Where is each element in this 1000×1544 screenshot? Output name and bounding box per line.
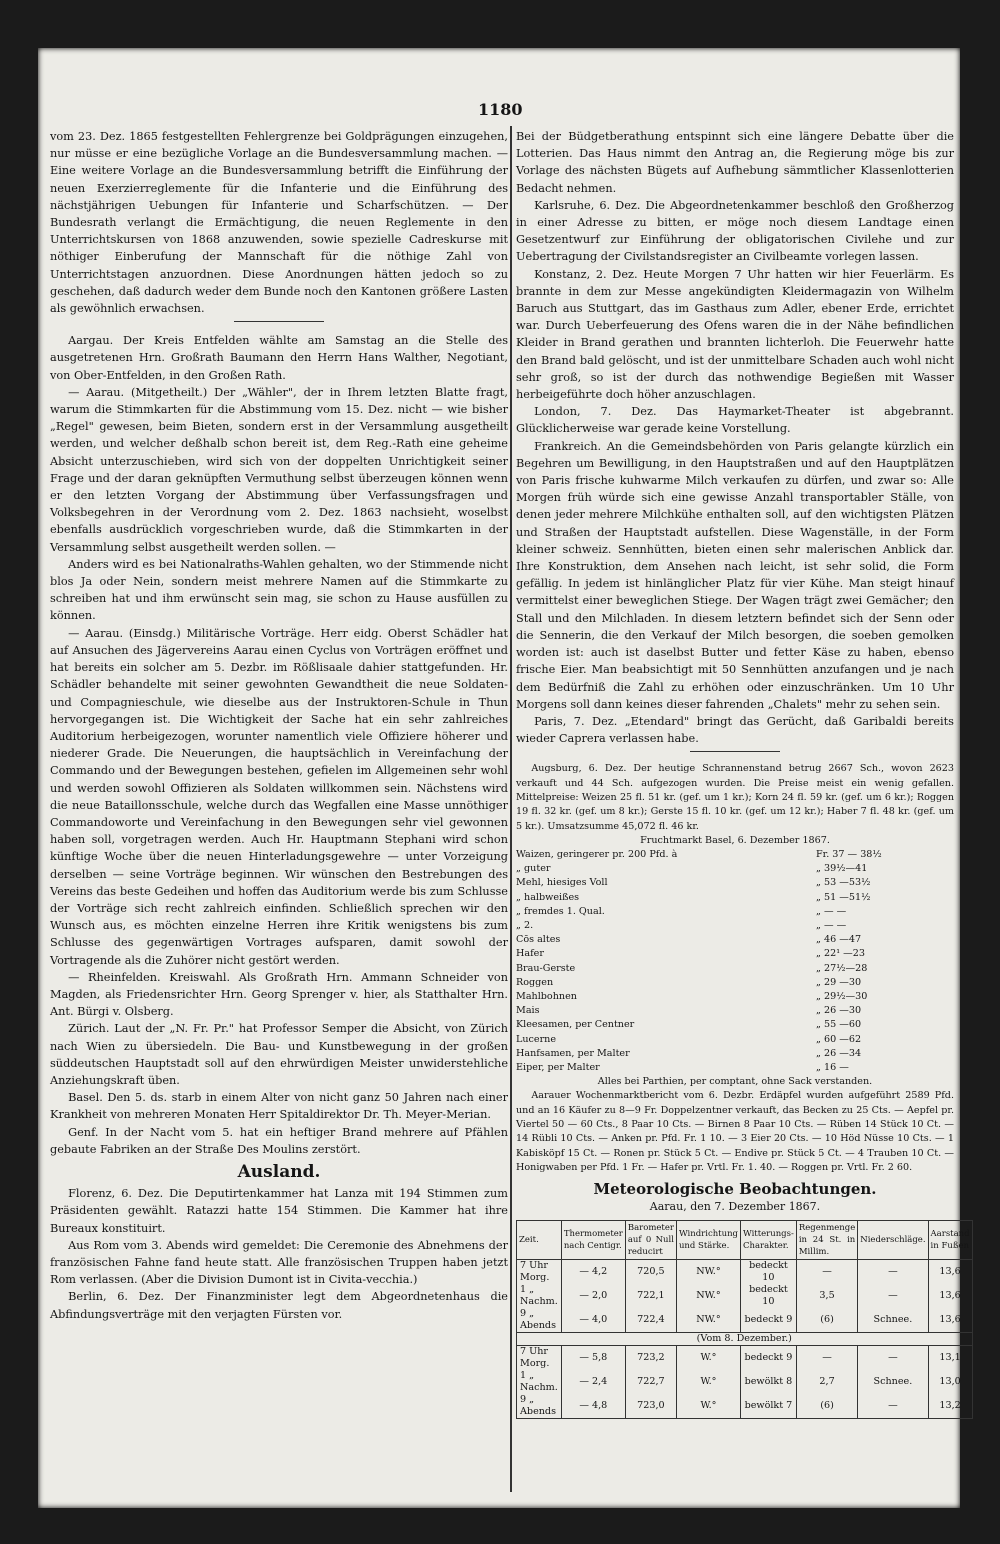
- market-row: [516, 1018, 954, 1032]
- weather-header-cell: Zeit.: [517, 1220, 562, 1259]
- market-row-label: „ halbweißes: [516, 891, 580, 903]
- article-florenz: Florenz, 6. Dez. Die Deputirtenkammer hat Lanza mit 194 Stimmen zum Präsidenten gewählt. Ratazzi hatte 154 Stimmen. Die Kammer hat ihre Bureaux konstituirt.: [50, 1187, 508, 1235]
- market-row-label: „ guter: [516, 863, 551, 875]
- weather-cell: 1 „ Nachm.: [517, 1370, 562, 1394]
- market-row: [516, 891, 954, 905]
- weather-cell: bedeckt 10: [740, 1284, 796, 1308]
- market-row: [516, 905, 954, 919]
- weather-header-cell: Thermometer nach Centigr.: [561, 1220, 625, 1259]
- weather-cell: 7 Uhr Morg.: [517, 1345, 562, 1370]
- market-row-label: Lucerne: [516, 1033, 557, 1045]
- article-rom: Aus Rom vom 3. Abends wird gemeldet: Die Ceremonie des Abnehmens der französischen Fahne fand heute statt. Alle französischen Truppen haben jetzt Rom verlassen. (Aber die Division Dumont ist in Civita-vecchia.): [50, 1238, 508, 1287]
- market-row-label: Hanfsamen, per Malter: [516, 1047, 630, 1059]
- weather-cell: 3,5: [796, 1284, 857, 1308]
- weather-cell: —: [796, 1345, 857, 1370]
- market-row: [516, 876, 954, 890]
- market-row-price: „ 60 —62: [816, 1033, 862, 1045]
- weather-cell: 722,4: [625, 1308, 676, 1333]
- market-row-price: „ — —: [816, 905, 847, 917]
- article-zuerich: Zürich. Laut der „N. Fr. Pr." hat Professor Semper die Absicht, von Zürich nach Wien zu übersiedeln. Die Bau- und Kunstbewegung in der großen süddeutschen Hauptstadt soll auf den ehrwürdigen Meister unwiderstehliche Anziehungskraft üben.: [50, 1022, 508, 1087]
- weather-cell: 9 „ Abends: [517, 1394, 562, 1419]
- weather-cell: 13,0: [928, 1370, 972, 1394]
- weather-cell: — 2,0: [561, 1284, 625, 1308]
- weather-title: Meteorologische Beobachtungen.: [593, 1180, 877, 1199]
- weather-cell: —: [858, 1284, 928, 1308]
- weather-cell: bedeckt 10: [740, 1259, 796, 1284]
- weather-cell: 13,6: [928, 1284, 972, 1308]
- weather-cell: bedeckt 9: [740, 1308, 796, 1333]
- heading-ausland: Ausland.: [237, 1161, 321, 1182]
- weather-cell: 13,6: [928, 1259, 972, 1284]
- weather-cell: — 4,8: [561, 1394, 625, 1419]
- weather-cell: bewölkt 8: [740, 1370, 796, 1394]
- market-row: [516, 990, 954, 1004]
- market-row-price: „ 53 —53½: [816, 877, 871, 889]
- market-row-price: „ 55 —60: [816, 1019, 862, 1031]
- article-berlin: Berlin, 6. Dez. Der Finanzminister legt dem Abgeordnetenhaus die Abfindungsverträge mit den verjagten Fürsten vor.: [50, 1290, 508, 1321]
- weather-header-cell: Witterungs-Charakter.: [740, 1220, 796, 1259]
- market-row-price: „ 22¹ —23: [816, 948, 865, 960]
- weather-header-cell: Regenmenge in 24 St. in Millim.: [796, 1220, 857, 1259]
- weather-cell: NW.°: [676, 1308, 740, 1333]
- market-row-price: „ 46 —47: [816, 934, 862, 946]
- weather-cell: (6): [796, 1394, 857, 1419]
- market-row-price: „ 29½—30: [816, 991, 868, 1003]
- market-row-price: „ 29 —30: [816, 976, 862, 988]
- weather-row: [517, 1308, 973, 1333]
- weather-body: [517, 1259, 973, 1418]
- weather-date-separator: [517, 1332, 973, 1345]
- weather-cell: 9 „ Abends: [517, 1308, 562, 1333]
- weather-cell: — 5,8: [561, 1345, 625, 1370]
- market-row-price: „ 26 —30: [816, 1005, 862, 1017]
- weather-cell: W.°: [676, 1394, 740, 1419]
- weather-cell: 13,1: [928, 1345, 972, 1370]
- article-aarau-mitgetheilt: — Aarau. (Mitgetheilt.) Der „Wähler", der in Ihrem letzten Blatte fragt, warum die Stimmkarten für die Abstimmung vom 15. Dez. nicht — wie bisher „Regel" gewesen, beim Bieten, sondern erst in der Versammlung ausgetheilt werden, und welcher deßhalb schon bereit ist, dem Reg.-Rath eine geheime Absicht unterzuschieben, wird sich von der doppelten Unrichtigkeit seiner Frage und der daran geknüpften Vermuthung selbst überzeugen können wenn er den letzten Vorgang der Abstimmung über Verfassungsfragen und Volksbegehren in der Verordnung vom 2. Dez. 1863 nachsieht, woselbst ebenfalls ausdrücklich vorgeschrieben wurde, daß die Stimmkarten in der Versammlung selbst ausgetheilt werden sollen. —: [50, 385, 508, 554]
- weather-row: [517, 1370, 973, 1394]
- weather-cell: bewölkt 7: [740, 1394, 796, 1419]
- weather-cell: — 2,4: [561, 1370, 625, 1394]
- market-row-label: Hafer: [516, 948, 544, 960]
- market-row-price: „ 26 —34: [816, 1047, 862, 1059]
- weather-row: [517, 1345, 973, 1370]
- weather-cell: 723,2: [625, 1345, 676, 1370]
- market-row-label: Eiper, per Malter: [516, 1062, 600, 1074]
- weather-cell: —: [796, 1259, 857, 1284]
- market-rows: [516, 848, 954, 1075]
- newspaper-page: [38, 48, 970, 1508]
- market-augsburg: Augsburg, 6. Dez. Der heutige Schrannenstand betrug 2667 Sch., wovon 2623 verkauft und 44 Sch. aufgezogen wurden. Die Preise meist ein wenig gefallen. Mittelpreise: Weizen 25 fl. 51 kr. (gef. um 1 kr.); Korn 24 fl. 59 kr. (gef. um 6 kr.); Roggen 19 fl. 32 kr. (gef. um 8 kr.); Gerste 15 fl. 10 kr. (gef. um 12 kr.); Haber 7 fl. 48 kr. (gef. um 5 kr.). Umsatzsumme 45,072 fl. 46 kr.: [516, 763, 954, 832]
- weather-cell: 722,7: [625, 1370, 676, 1394]
- market-row-price: „ 39½—41: [816, 863, 868, 875]
- article-genf: Genf. In der Nacht vom 5. hat ein heftiger Brand mehrere auf Pfählen gebaute Fabriken an der Straße Des Moulins zerstört.: [50, 1125, 508, 1156]
- article-karlsruhe: Karlsruhe, 6. Dez. Die Abgeordnetenkammer beschloß den Großherzog in einer Adresse zu bitten, er möge noch diesem Landtage einen Gesetzentwurf zur Einführung der obligatorischen Civilehe und zur Uebertragung der Civilstandsregister an Civilbeamte vorlegen lassen.: [516, 198, 954, 264]
- weather-cell: 2,7: [796, 1370, 857, 1394]
- market-row-label: Mehl, hiesiges Voll: [516, 877, 608, 889]
- market-row-label: Waizen, geringerer pr. 200 Pfd. à: [516, 849, 678, 860]
- article-bundesrath: vom 23. Dez. 1865 festgestellten Fehlergrenze bei Goldprägungen einzugehen, nur müsse er eine bezügliche Vorlage an die Bundesversammlung machen. — Eine weitere Vorlage an die Bundesversammlung betrifft die Einführung der neuen Exerzierreglemente für die Infanterie und die Einführung des nächstjährigen Uebungen für Infanterie und Scharfschützen. — Der Bundesrath verlangt die Ermächtigung, die neuen Reglemente in den Unterrichtskursen von 1868 anzuwenden, sowie spezielle Cadreskurse mit nöthiger Einberufung der Mannschaft für die nöthige Zahl von Unterrichtstagen anzuordnen. Diese Anordnungen hätten jedoch so zu geschehen, daß dadurch weder dem Bunde noch den Kantonen größere Lasten als gewöhnlich erwachsen.: [50, 130, 508, 316]
- weather-cell: 13,2: [928, 1394, 972, 1419]
- market-basel-title: Fruchtmarkt Basel, 6. Dezember 1867.: [640, 834, 830, 846]
- market-basel: [516, 834, 954, 1090]
- market-row-price: „ — —: [816, 920, 847, 932]
- market-row: [516, 862, 954, 876]
- market-row-label: Brau-Gerste: [516, 962, 576, 974]
- weather-table: [516, 1220, 973, 1419]
- weather-cell: NW.°: [676, 1284, 740, 1308]
- weather-subtitle: Aarau, den 7. Dezember 1867.: [649, 1200, 821, 1214]
- weather-cell: —: [858, 1259, 928, 1284]
- weather-cell: 1 „ Nachm.: [517, 1284, 562, 1308]
- column-divider: [510, 126, 512, 1492]
- weather-cell: 7 Uhr Morg.: [517, 1259, 562, 1284]
- weather-cell: —: [858, 1394, 928, 1419]
- market-row: [516, 976, 954, 990]
- weather-cell: 722,1: [625, 1284, 676, 1308]
- weather-row: [517, 1259, 973, 1284]
- weather-date-label: (Vom 8. Dezember.): [517, 1332, 973, 1345]
- market-row: [516, 933, 954, 947]
- market-row-label: Mais: [516, 1005, 540, 1017]
- market-row-price: „ 51 —51½: [816, 891, 871, 903]
- weather-cell: — 4,2: [561, 1259, 625, 1284]
- weather-cell: (6): [796, 1308, 857, 1333]
- weather-cell: W.°: [676, 1345, 740, 1370]
- market-row-price: „ 27½—28: [816, 962, 868, 974]
- article-london: London, 7. Dez. Das Haymarket-Theater ist abgebrannt. Glücklicherweise war gerade keine Vorstellung.: [516, 405, 954, 436]
- article-paris: Paris, 7. Dez. „Etendard" bringt das Gerücht, daß Garibaldi bereits wieder Caprera verlassen habe.: [516, 714, 954, 746]
- weather-row: [517, 1394, 973, 1419]
- market-row: [516, 1061, 954, 1075]
- weather-cell: 13,6: [928, 1308, 972, 1333]
- market-row-label: Roggen: [516, 976, 554, 988]
- market-aarau: Aarauer Wochenmarktbericht vom 6. Dezbr. Erdäpfel wurden aufgeführt 2589 Pfd. und an 16 Käufer zu 8—9 Fr. Doppelzentner verkauft, das Becken zu 25 Cts. — Aepfel pr. Viertel 50 — 60 Cts., 8 Paar 10 Cts. — Birnen 8 Paar 10 Cts. — Rüben 14 Stück 10 Ct. — 14 Rübli 10 Cts. — Anken pr. Pfd. Fr. 1 10. — 3 Eier 20 Cts. — 10 Höd Nüsse 10 Cts. — 1 Kabisköpf 15 Ct. — Ronen pr. Stück 5 Ct. — Endive pr. Stück 5 Ct. — 4 Trauben 10 Ct. — Honigwaben per Pfd. 1 Fr. — Hafer pr. Vrtl. Fr. 1. 40. — Roggen pr. Vrtl. Fr. 2 60.: [516, 1090, 954, 1173]
- market-row-label: „ 2.: [516, 920, 534, 932]
- market-row: [516, 947, 954, 961]
- market-row-label: „ fremdes 1. Qual.: [516, 905, 605, 917]
- market-row-label: Kleesamen, per Centner: [516, 1019, 635, 1031]
- weather-header-cell: Aarstand in Fußen: [928, 1220, 972, 1259]
- article-aarau-vortraege: — Aarau. (Einsdg.) Militärische Vorträge. Herr eidg. Oberst Schädler hat auf Ansuchen des Jägervereins Aarau einen Cyclus von Vorträgen eröffnet und hat bereits ein solcher am 5. Dezbr. im Rößlisaale dahier stattgefunden. Hr. Schädler behandelte mit seiner gewohnten Gewandtheit die neue Soldaten- und Compagnieschule, wie dieselbe aus der Instruktoren-Schule in Thun hervorgegangen ist. Die Wichtigkeit der Sache hat ein sehr zahlreiches Auditorium herbeigezogen, worunter namentlich viele Offiziere höherer und niederer Grade. Die Neuerungen, die hauptsächlich in Vereinfachung der Commando und der Bewegungen bestehen, gefielen im Allgemeinen sehr wohl und werden sowohl Offizieren als Soldaten willkommen sein. Nächstens wird die neue Bataillonsschule, welche durch das Wegfallen eine Masse unnöthiger Commandoworte und Vereinfachung in den Bewegungen sehr viel gewonnen haben soll, vorgetragen werden. Auch Hr. Hauptmann Stephani wird schon künftige Woche über die neuen Hinterladungsgewehre — unter Vorzeigung derselben — seine Vorträge beginnen. Wir wünschen den Bestrebungen des Vereins das beste Gedeihen und hoffen das Auditorium werde bis zum Schlusse der Vorträge sich recht zahlreich einfinden. Schließlich sprechen wir den Wunsch aus, es möchten einzelne Herren ihre Kritik wenigstens bis zum Schlusse des gegenwärtigen Vortrages aufsparen, damit sowohl der Vortragende als die Zuhörer nicht gestört werden.: [50, 626, 508, 967]
- weather-cell: 720,5: [625, 1259, 676, 1284]
- separator-rule: [690, 751, 780, 752]
- article-aargau: Aargau. Der Kreis Entfelden wählte am Samstag an die Stelle des ausgetretenen Hrn. Großrath Baumann den Herrn Hans Walther, Negotiant, von Ober-Entfelden, in den Großen Rath.: [50, 334, 508, 382]
- market-note: Alles bei Parthien, per comptant, ohne Sack verstanden.: [597, 1076, 873, 1088]
- weather-cell: —: [858, 1345, 928, 1370]
- left-column: [50, 128, 508, 1323]
- right-column: [516, 128, 970, 1419]
- market-row-label: Mahlbohnen: [516, 991, 577, 1003]
- weather-cell: Schnee.: [858, 1308, 928, 1333]
- article-nationalraths-wahlen: Anders wird es bei Nationalraths-Wahlen gehalten, wo der Stimmende nicht blos Ja oder Nein, sondern meist mehrere Namen auf die Stimmkarte zu schreiben hat und ihm erwünscht sein mag, sie schon zu Hause ausfüllen zu können.: [50, 557, 508, 623]
- market-row: [516, 962, 954, 976]
- weather-row: [517, 1284, 973, 1308]
- weather-cell: — 4,0: [561, 1308, 625, 1333]
- weather-header-cell: Niederschläge.: [858, 1220, 928, 1259]
- article-basel: Basel. Den 5. ds. starb in einem Alter von nicht ganz 50 Jahren nach einer Krankheit von mehreren Monaten Herr Spitaldirektor Dr. Th. Meyer-Merian.: [50, 1091, 508, 1122]
- weather-cell: 723,0: [625, 1394, 676, 1419]
- article-frankreich: Frankreich. An die Gemeindsbehörden von Paris gelangte kürzlich ein Begehren um Bewilligung, in den Hauptstraßen und auf den Hauptplätzen von Paris frische kuhwarme Milch verkaufen zu dürfen, und zwar so: Alle Morgen früh würde sich eine gewisse Anzahl transportabler Ställe, von denen jeder mehrere Milchkühe enthalten soll, auf den wichtigsten Plätzen und Straßen der Hauptstadt aufstellen. Diese Wagenställe, in der Form kleiner schweiz. Sennhütten, bieten einen sehr malerischen Anblick dar. Ihre Konstruktion, dem Ansehen nach leicht, ist sehr solid, die Form gefällig. In jedem ist hinlänglicher Platz für vier Kühe. Man steigt hinauf vermittelst einer beweglichen Stiege. Der Wagen trägt zwei Gemächer; den Stall und den Milchladen. In diesem letztern befindet sich der Senn oder die Sennerin, die den Verkauf der Milch besorgen, die soeben gemolken worden ist: auch ist daselbst Butter und fetter Käse zu haben, ebenso frische Eier. Man beabsichtigt mit 50 Sennhütten anzufangen und je nach dem Bedürfniß die Zahl zu erhöhen oder einzuschränken. Um 10 Uhr Morgens soll dann keines dieser fahrenden „Chalets" mehr zu sehen sein.: [516, 439, 954, 711]
- article-rheinfelden: — Rheinfelden. Kreiswahl. Als Großrath Hrn. Ammann Schneider von Magden, als Friedensrichter Hrn. Georg Sprenger v. hier, als Statthalter Hrn. Ant. Bürgi v. Olsberg.: [50, 970, 508, 1019]
- market-row: [516, 1047, 954, 1061]
- weather-header-cell: Barometer auf 0 Null reducirt: [625, 1220, 676, 1259]
- weather-cell: bedeckt 9: [740, 1345, 796, 1370]
- weather-header-cell: Windrichtung und Stärke.: [676, 1220, 740, 1259]
- market-row-price: Fr. 37 — 38½: [816, 849, 882, 860]
- market-row: [516, 1004, 954, 1018]
- page-number: 1180: [478, 100, 523, 119]
- market-row: [516, 919, 954, 933]
- weather-cell: Schnee.: [858, 1370, 928, 1394]
- separator-rule: [234, 321, 324, 322]
- market-row-label: Cōs altes: [516, 934, 561, 946]
- weather-cell: NW.°: [676, 1259, 740, 1284]
- article-budgetberathung: Bei der Büdgetberathung entspinnt sich eine längere Debatte über die Lotterien. Das Haus nimmt den Antrag an, die Regierung möge bis zur Vorlage des nächsten Bügets auf Aufhebung sämmtlicher Klassenlotterien Bedacht nehmen.: [516, 130, 954, 195]
- market-row-price: „ 16 —: [816, 1062, 849, 1074]
- weather-header-row: [517, 1220, 973, 1259]
- market-row: [516, 1033, 954, 1047]
- market-row: [516, 848, 954, 862]
- weather-cell: W.°: [676, 1370, 740, 1394]
- article-konstanz: Konstanz, 2. Dez. Heute Morgen 7 Uhr hatten wir hier Feuerlärm. Es brannte in dem zur Messe angekündigten Kleidermagazin von Wilhelm Baruch aus Stuttgart, das im Gasthaus zum Adler, ebener Erde, errichtet war. Durch Ueberfeuerung des Ofens waren die in der Nähe befindlichen Kleider in Brand gerathen und brannten lichterloh. Die Feuerwehr hatte den Brand bald gelöscht, und ist der unmittelbare Schaden auch wohl nicht sehr groß, so ist der durch das nothwendige Begießen mit Wasser herbeigeführte doch höher anzuschlagen.: [516, 267, 954, 402]
